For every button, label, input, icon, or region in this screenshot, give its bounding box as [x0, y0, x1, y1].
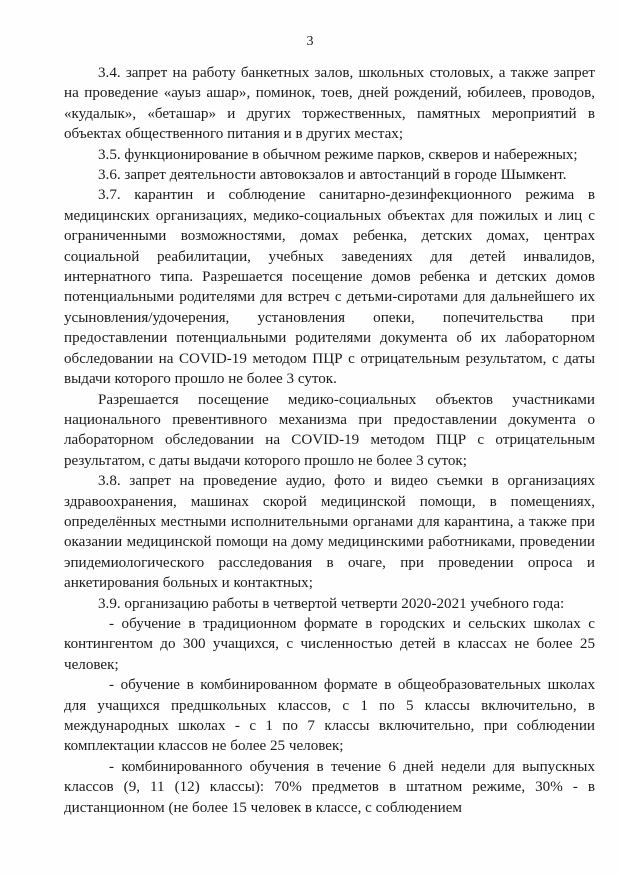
page-number: 3: [306, 34, 314, 49]
paragraph-3-9: 3.9. организацию работы в четвертой четверти 2020-2021 учебного года:: [98, 595, 565, 612]
list-item: - комбинированного обучения в течение 6 дней недели для выпускных классов (9, 11 (12) классы): 70% предметов в штатном режиме, 30% - в дистанционном (не более 15 человек в классе, с соблюдением: [64, 758, 595, 816]
list-item: - обучение в традиционном формате в городских и сельских школах с контингентом до 300 учащихся, с численностью детей в классах не более 25 человек;: [64, 615, 595, 673]
document-body: [64, 63, 595, 818]
paragraph-3-7-continued: Разрешается посещение медико-социальных объектов участниками национального превентивного механизма при предоставлении документа о лабораторном обследовании на COVID-19 методом ПЦР с отрицательным результатом, с даты выдачи которого прошло не более 3 суток;: [64, 391, 595, 469]
list-item: - обучение в комбинированном формате в общеобразовательных школах для учащихся предшкольных классов, с 1 по 5 классы включительно, в международных школах - с 1 по 7 классы включительно, при соблюдении комплектации классов не более 25 человек;: [64, 677, 595, 755]
paragraph-3-7: 3.7. карантин и соблюдение санитарно-дезинфекционного режима в медицинских организациях, медико-социальных объектах для пожилых и лиц с ограниченными возможностями, домах ребенка, детских домах, центрах социальной реабилитации, учебных заведениях для детей инвалидов, интернатного типа. Разрешается посещение домов ребенка и детских домов потенциальными родителями для встреч с детьми-сиротами для дальнейшего их усыновления/удочерения, установления опеки, попечительства при предоставлении потенциальными родителями документа об их лабораторном обследовании на COVID-19 методом ПЦР с отрицательным результатом, с даты выдачи которого прошло не более 3 суток.: [64, 187, 595, 388]
paragraph-3-4: 3.4. запрет на работу банкетных залов, школьных столовых, а также запрет на проведение «ауыз ашар», поминок, тоев, дней рождений, юбилеев, проводов, «кудалык», «беташар» и других торжественных, памятных мероприятий в объектах общественного питания и в других местах;: [64, 65, 595, 143]
paragraph-3-8: 3.8. запрет на проведение аудио, фото и видео съемки в организациях здравоохранения, машинах скорой медицинской помощи, в помещениях, определённых местными исполнительными органами для карантина, а также при оказании медицинской помощи на дому медицинскими работниками, проведении эпидемиологического расследования в очаге, при проведении опроса и анкетирования больных и контактных;: [64, 473, 595, 592]
paragraph-3-6: 3.6. запрет деятельности автовокзалов и автостанций в городе Шымкент.: [98, 167, 567, 184]
paragraph-3-5: 3.5. функционирование в обычном режиме парков, скверов и набережных;: [98, 146, 578, 163]
